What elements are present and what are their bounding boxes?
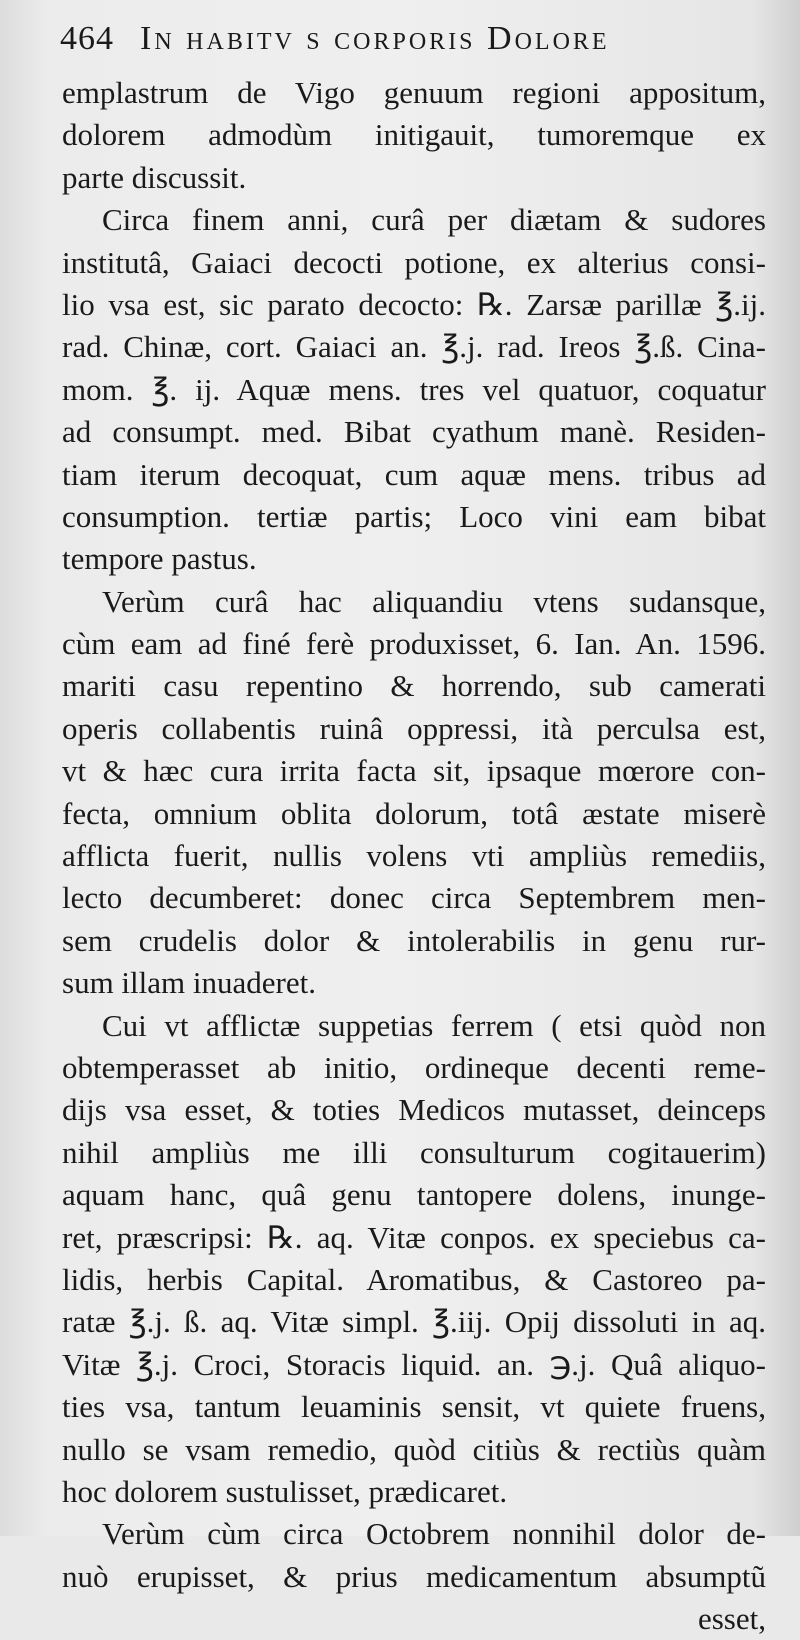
text-line: lio vsa est, sic parato decocto: ℞. Zarsæ parillæ ℥.ij. [62,286,766,322]
text-line: nullo se vsam remedio, quòd citiùs & rectiùs quàm [62,1431,766,1467]
text-line: nihil ampliùs me illi consulturum cogitauerim) [62,1134,766,1170]
text-line: dijs vsa esset, & toties Medicos mutasset, deinceps [62,1092,766,1128]
text-line: afflicta fuerit, nullis volens vti ampliùs remediis, [62,838,766,874]
text-line: institutâ, Gaiaci decocti potione, ex alterius consi- [62,244,766,280]
text-line: dolorem admodùm initigauit, tumoremque ex [62,117,766,153]
text-line: cùm eam ad finé ferè produxisset, 6. Ian. An. 1596. [62,626,766,662]
text-line: sem crudelis dolor & intolerabilis in genu rur- [62,922,766,958]
text-line: nuò erupisset, & prius medicamentum absumptũ [62,1558,766,1594]
text-line: parte discussit. [62,159,247,195]
text-line: ties vsa, tantum leuaminis sensit, vt quiete fruens, [62,1389,766,1425]
text-line: ad consumpt. med. Bibat cyathum manè. Residen- [62,414,766,450]
text-line: vt & hæc cura irrita facta sit, ipsaque mœrore con- [62,753,766,789]
page-number: 464 [60,20,114,57]
text-line: sum illam inuaderet. [62,965,316,1001]
text-line: mom. ℥. ij. Aquæ mens. tres vel quatuor, coquatur [62,371,766,407]
text-line: lidis, herbis Capital. Aromatibus, & Castoreo pa- [62,1261,766,1297]
text-line: ratæ ℥.j. ß. aq. Vitæ simpl. ℥.iij. Opij dissoluti in aq. [62,1304,766,1340]
text-line: ret, præscripsi: ℞. aq. Vitæ conpos. ex speciebus ca- [62,1219,766,1255]
running-title: In habitv s corporis Dolore [140,20,610,57]
text-line: tiam iterum decoquat, cum aquæ mens. tribus ad [62,456,766,492]
text-line: fecta, omnium oblita dolorum, totâ æstate miserè [62,795,766,831]
text-line: aquam hanc, quâ genu tantopere dolens, inunge- [62,1177,766,1213]
running-head [60,20,740,64]
text-line: esset, [697,1601,766,1637]
text-line: Verùm curâ hac aliquandiu vtens sudansque, [102,583,766,619]
text-line: obtemperasset ab initio, ordineque decenti reme- [62,1049,766,1085]
text-line: Verùm cùm circa Octobrem nonnihil dolor de- [102,1516,766,1552]
text-line: Cui vt afflictæ suppetias ferrem ( etsi quòd non [102,1007,766,1043]
text-line: mariti casu repentino & horrendo, sub camerati [62,668,766,704]
text-line: lecto decumberet: donec circa Septembrem men- [62,880,766,916]
text-line: hoc dolorem sustulisset, prædicaret. [62,1473,508,1509]
text-line: Vitæ ℥.j. Croci, Storacis liquid. an. ℈.j. Quâ aliquo- [62,1346,766,1382]
text-line: operis collabentis ruinâ oppressi, ità perculsa est, [62,710,766,746]
text-line: Circa finem anni, curâ per diætam & sudores [102,202,766,238]
text-line: tempore pastus. [62,541,257,577]
text-line: rad. Chinæ, cort. Gaiaci an. ℥.j. rad. Ireos ℥.ß. Cina- [62,329,766,365]
text-line: consumption. tertiæ partis; Loco vini eam bibat [62,498,766,534]
text-body [62,72,766,1640]
text-line: emplastrum de Vigo genuum regioni appositum, [62,75,766,110]
